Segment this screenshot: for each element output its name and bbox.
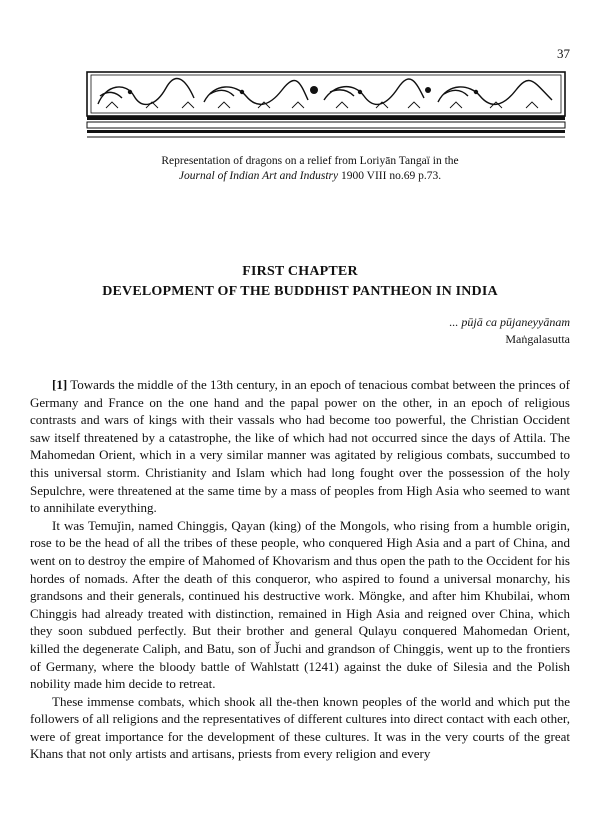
chapter-heading [20, 262, 580, 302]
dragon-relief-figure [86, 66, 566, 146]
paragraph [30, 517, 570, 693]
chapter-number: FIRST CHAPTER [242, 264, 358, 279]
page-number: 37 [557, 46, 570, 61]
epigraph-quote: ... pūjā ca pūjaneyyānam [449, 315, 570, 329]
paragraph [30, 693, 570, 763]
paragraph [30, 376, 570, 517]
paragraph-text: These immense combats, which shook all the-then known peoples of the world and which put the followers of all religions and the representatives of different cultures into direct contact with each other, were of great importance for the development of these cultures. It was in the very courts of the great Khans that not only artists and artisans, priests from every religion and every [30, 693, 570, 762]
caption-journal-title: Journal of Indian Art and Industry [178, 170, 339, 182]
caption-reference: 1900 VIII no.69 p.73. [338, 170, 442, 182]
paragraph-text: Towards the middle of the 13th century, in an epoch of tenacious combat between the princes of Germany and France on the one hand and the papal power on the other, in an epoch of religious contrasts and wars of kings with their vassals who had become too powerful, the Christian Occident saw itself threatened by a catastrophe, the like of which had not occurred since the days of Attila. The Mahomedan Orient, which in a very similar manner was agitated by religious combats, succumbed to this universal storm. Christianity and Islam which had long fought over the possession of the holy Sepulchre, were threatened at the same time by a mass of peoples from High Asia who seemed to want to annihilate everything. [30, 377, 570, 516]
epigraph-source: Maṅgalasutta [505, 332, 570, 346]
figure-caption [60, 154, 560, 184]
paragraph-text: It was Temuǰin, named Chinggis, Qayan (king) of the Mongols, who rising from a humble origin, rose to be the head of all the tribes of these people, who conquered High Asia and a part of China, and went on to destroy the empire of Mahomed of Khovarism and thus open the path to the Occident for his hordes of nomads. After the death of this conqueror, who aspired to found a universal monarchy, his grandsons and their generals, continued his destructive work. Möngke, and after him Khubilai, whom Chinggis had already treated with distinction, remained in High Asia and reigned over China, which they soon subdued perfectly. But their brother and general Qulayu conquered Mahomedan Orient, killed the degenerate Caliph, and Batu, son of J̌uchi and grandson of Chinggis, went up to the frontiers of Germany, where the bloody battle of Wahlstatt (1241) against the duke of Silesia and the Polish nobility made him decide to retreat. [30, 517, 570, 692]
epigraph [449, 314, 570, 348]
body-text [30, 376, 570, 763]
caption-source [60, 169, 560, 184]
caption-line: Representation of dragons on a relief from Loriyān Tangaï in the [161, 155, 459, 167]
chapter-title: DEVELOPMENT OF THE BUDDHIST PANTHEON IN INDIA [102, 284, 498, 299]
paragraph-marker: [1] [52, 377, 68, 392]
